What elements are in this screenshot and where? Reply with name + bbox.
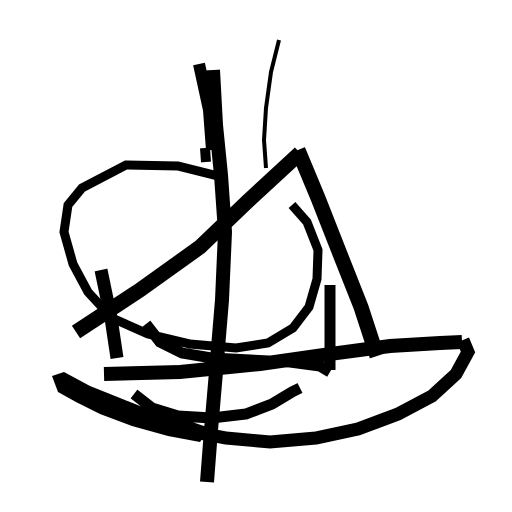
thin-rigging-stroke <box>264 40 279 168</box>
sail-edge-stroke <box>298 150 377 356</box>
hull-bottom-fill <box>52 372 210 442</box>
ink-strokes <box>52 40 468 482</box>
mast-flag-stroke <box>205 148 206 162</box>
